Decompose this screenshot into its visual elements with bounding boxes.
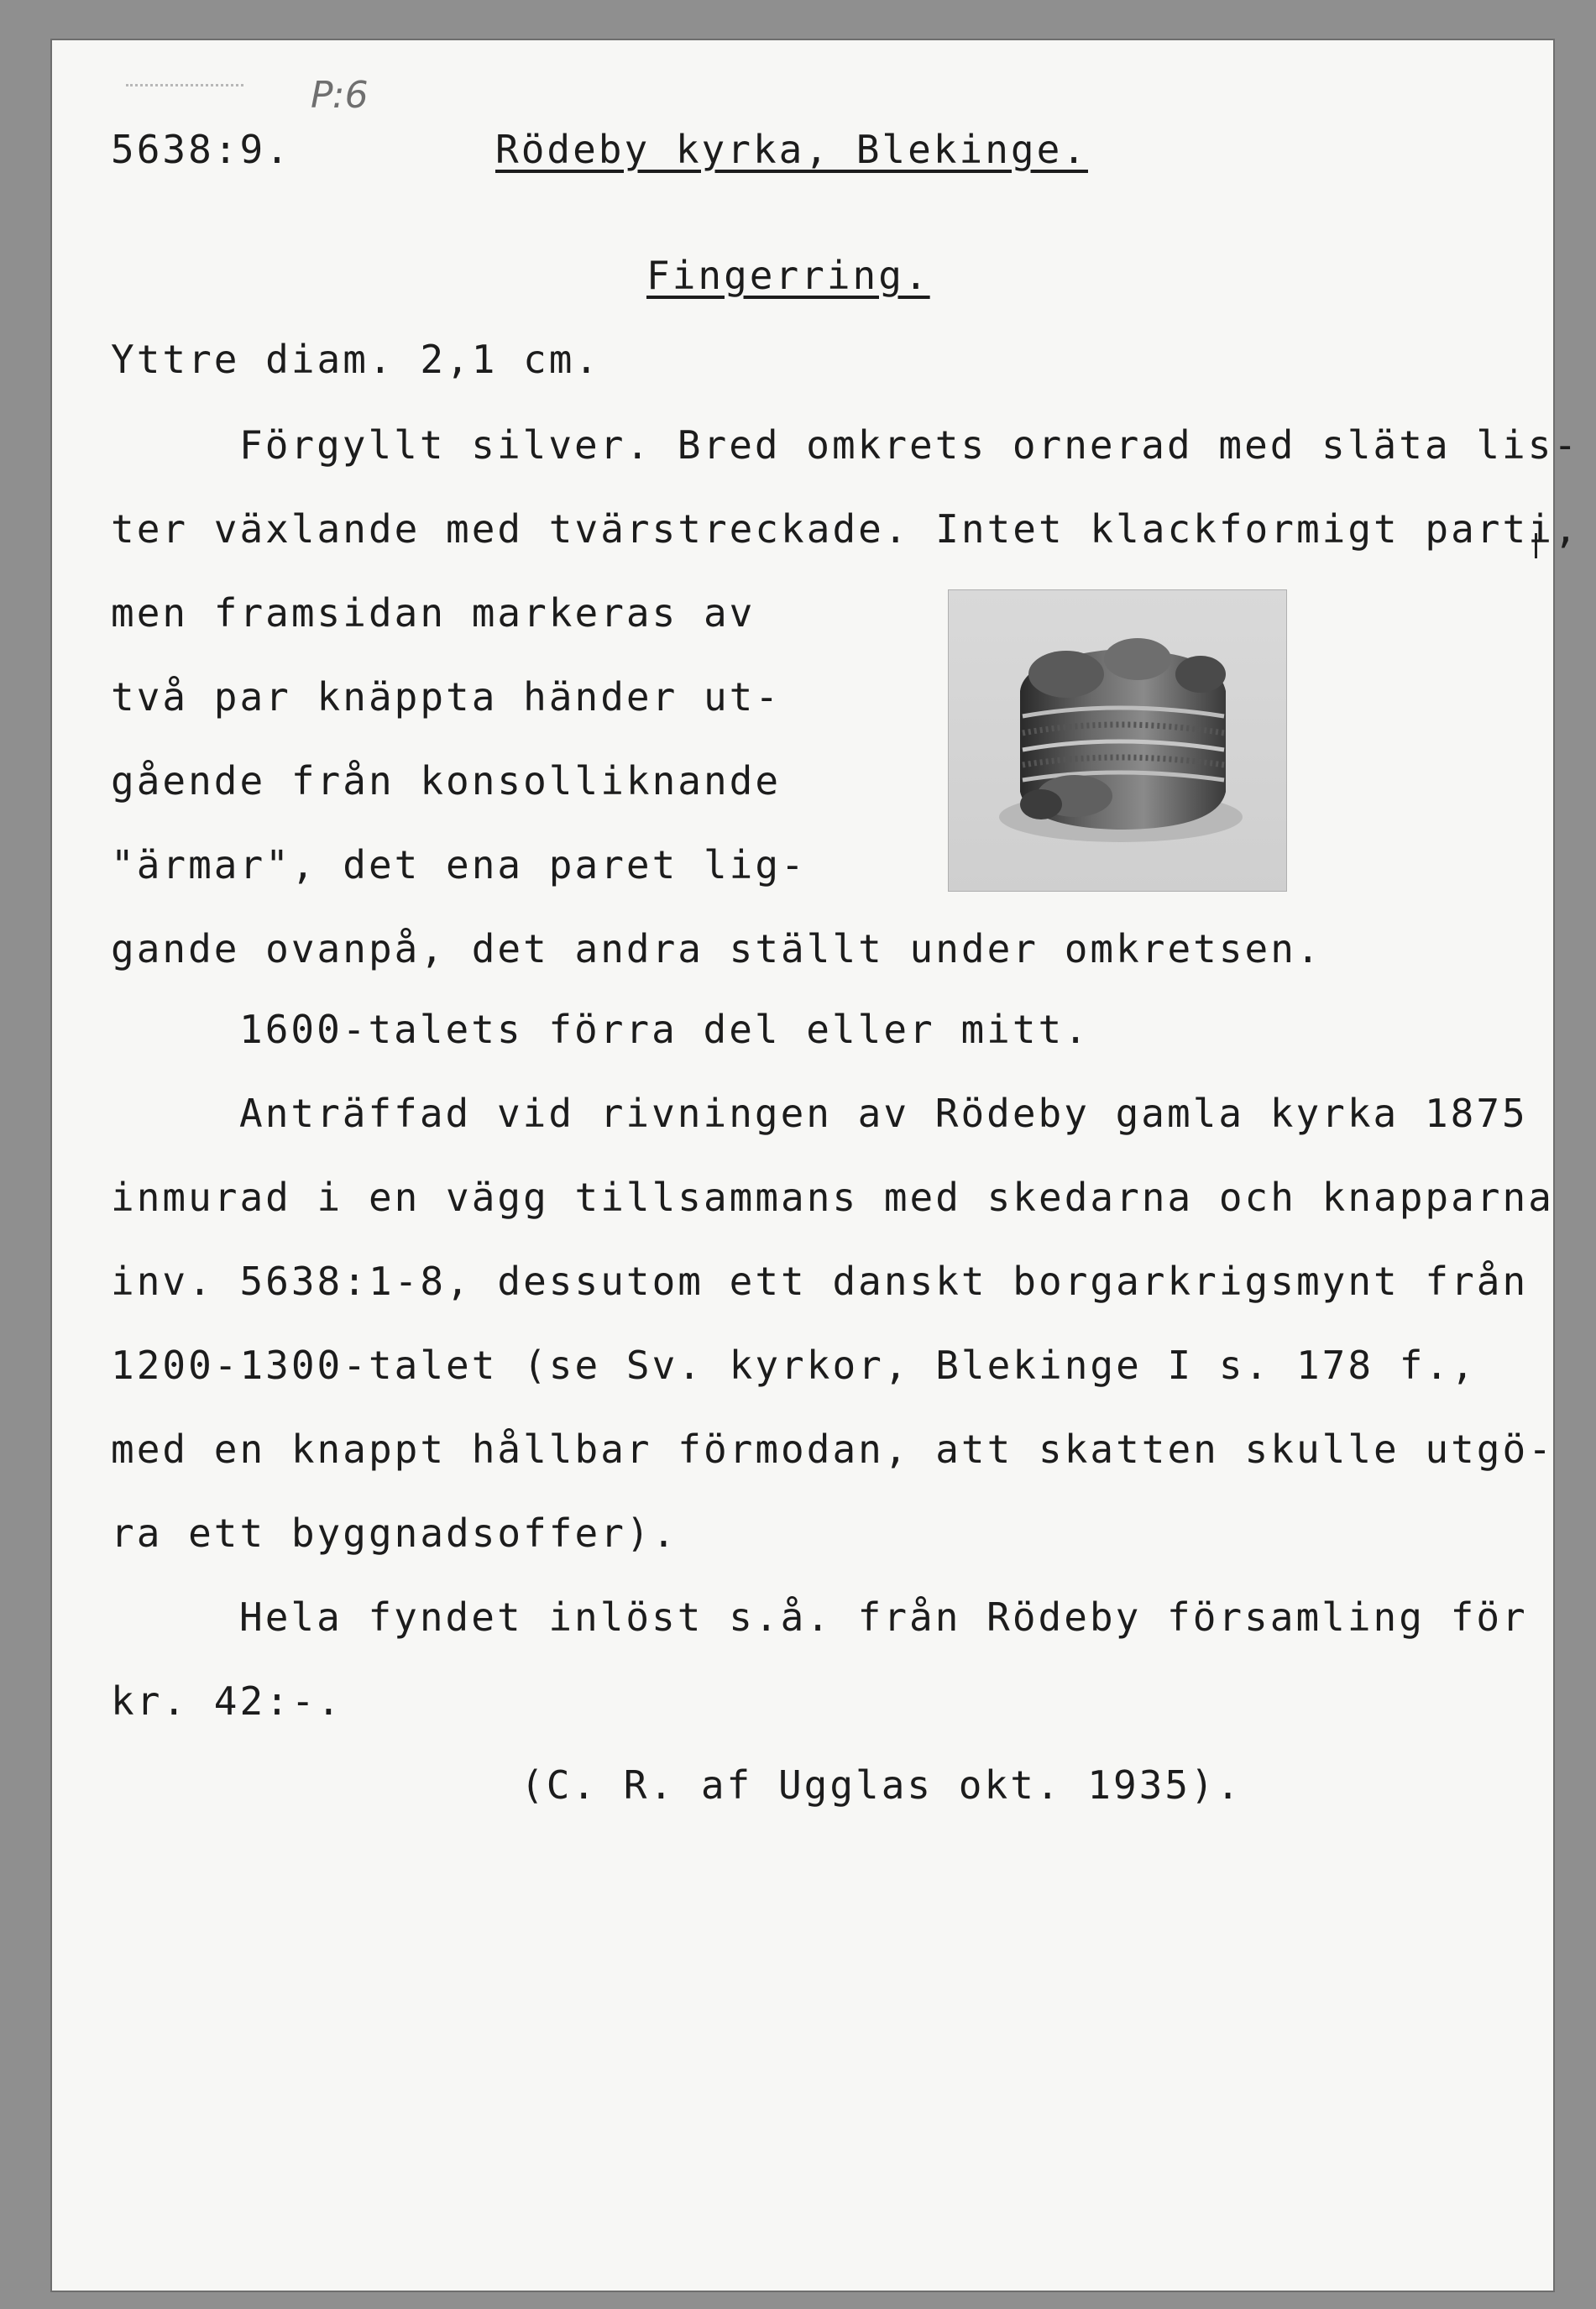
- text-line: kr. 42:-.: [111, 1678, 343, 1724]
- text-line: med en knappt hållbar förmodan, att skatten skulle utgö-: [111, 1427, 1554, 1472]
- text-line: "ärmar", det ena paret lig-: [111, 842, 807, 887]
- ring-image: [949, 590, 1286, 891]
- text-line: ra ett byggnadsoffer).: [111, 1511, 678, 1556]
- text-line: ter växlande med tvärstreckade. Intet klackformigt parti,: [111, 506, 1580, 552]
- text-line: inv. 5638:1-8, dessutom ett danskt borgarkrigsmynt från: [111, 1259, 1529, 1304]
- pencil-note: P:6: [311, 74, 369, 117]
- text-line: Förgyllt silver. Bred omkrets ornerad med släta lis-: [239, 422, 1580, 468]
- text-line: 1200-1300-talet (se Sv. kyrkor, Blekinge I s. 178 f.,: [111, 1343, 1477, 1388]
- location-heading: Rödeby kyrka, Blekinge.: [495, 127, 1088, 172]
- text-line: gande ovanpå, det andra ställt under omkretsen.: [111, 926, 1322, 971]
- pencil-scribble: [126, 84, 243, 95]
- text-line: inmurad i en vägg tillsammans med skedarna och knapparna: [111, 1175, 1554, 1220]
- ring-photo: [949, 590, 1286, 891]
- object-title: Fingerring.: [646, 253, 930, 298]
- inventory-number: 5638:9.: [111, 127, 291, 172]
- text-line: Hela fyndet inlöst s.å. från Rödeby församling för: [239, 1594, 1528, 1640]
- text-line: gående från konsolliknande: [111, 758, 782, 804]
- dimension-line: Yttre diam. 2,1 cm.: [111, 337, 601, 382]
- signature-line: (C. R. af Ugglas okt. 1935).: [521, 1762, 1243, 1808]
- text-line: Anträffad vid rivningen av Rödeby gamla kyrka 1875: [239, 1091, 1528, 1136]
- text-line: men framsidan markeras av: [111, 590, 756, 636]
- text-line: två par knäppta händer ut-: [111, 674, 782, 720]
- dating-line: 1600-talets förra del eller mitt.: [239, 1007, 1090, 1052]
